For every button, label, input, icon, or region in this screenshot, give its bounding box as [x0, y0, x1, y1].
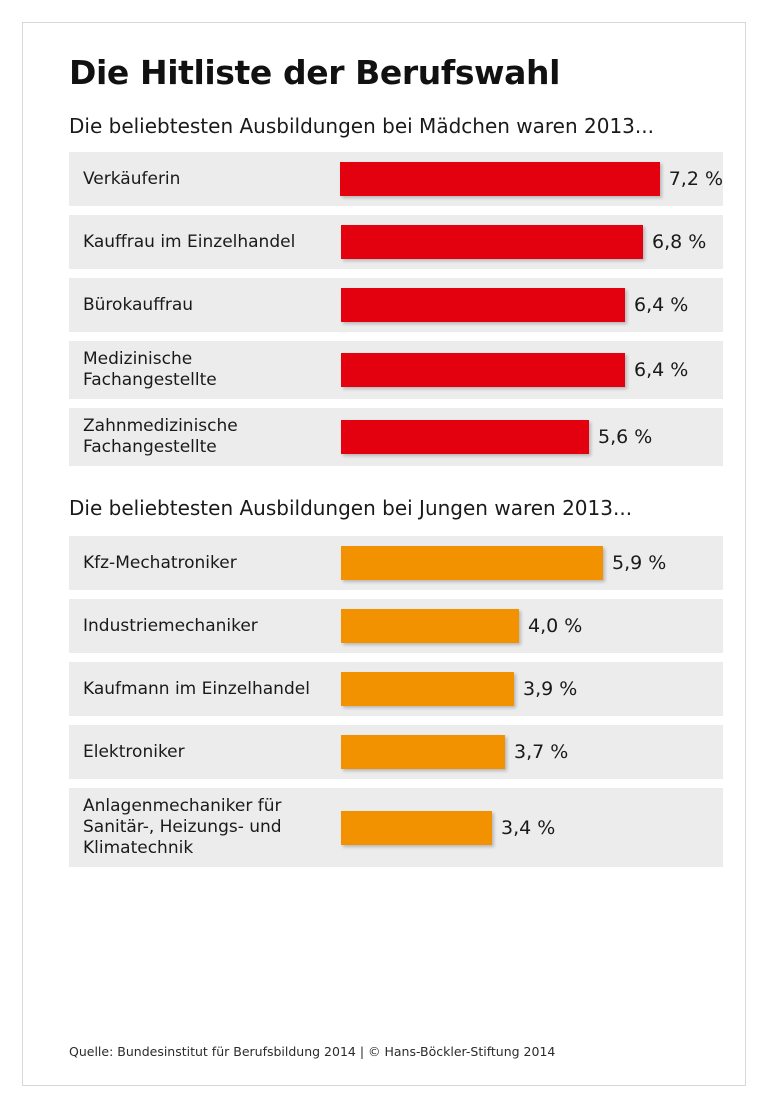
bar-label: Elektroniker: [83, 741, 185, 762]
table-row: [69, 341, 723, 399]
infographic-frame: [22, 22, 746, 1086]
table-row: [69, 215, 723, 269]
bar-label: Zahnmedizinische Fachangestellte: [83, 416, 238, 457]
bar-boys-5: [341, 811, 492, 845]
bar-chart-girls: [69, 152, 723, 466]
bar-boys-4: [341, 735, 505, 769]
bar-chart-boys: [69, 536, 723, 867]
page-title: Die Hitliste der Berufswahl: [69, 53, 561, 92]
bar-boys-3: [341, 672, 514, 706]
bar-track: [341, 725, 723, 779]
bar-track: [340, 152, 723, 206]
bar-track: [341, 599, 723, 653]
table-row: [69, 599, 723, 653]
bar-value: 5,9 %: [612, 552, 667, 574]
bar-value: 5,6 %: [598, 426, 653, 448]
bar-label: Kfz-Mechatroniker: [83, 552, 237, 573]
bar-track: [341, 215, 723, 269]
source-note: Quelle: Bundesinstitut für Berufsbildung 2014 | © Hans-Böckler-Stiftung 2014: [69, 1044, 556, 1059]
bar-value: 6,4 %: [634, 359, 689, 381]
bar-value: 7,2 %: [668, 168, 723, 190]
bar-value: 4,0 %: [528, 615, 583, 637]
bar-label: Medizinische Fachangestellte: [83, 349, 217, 390]
table-row: [69, 152, 723, 206]
table-row: [69, 278, 723, 332]
bar-track: [341, 278, 723, 332]
bar-track: [341, 536, 723, 590]
table-row: [69, 536, 723, 590]
table-row: [69, 788, 723, 867]
bar-track: [341, 343, 723, 397]
bar-girls-5: [341, 420, 589, 454]
bar-boys-1: [341, 546, 603, 580]
table-row: [69, 408, 723, 466]
bar-value: 3,4 %: [501, 816, 556, 839]
bar-girls-3: [341, 288, 625, 322]
section-title-girls: Die beliebtesten Ausbildungen bei Mädchen waren 2013...: [69, 114, 654, 138]
bar-label: Industriemechaniker: [83, 615, 258, 636]
bar-value: 6,8 %: [652, 231, 707, 253]
bar-label: Kaufmann im Einzelhandel: [83, 678, 310, 699]
bar-label: Verkäuferin: [83, 168, 181, 189]
bar-girls-1: [340, 162, 660, 196]
table-row: [69, 662, 723, 716]
bar-value: 3,7 %: [514, 741, 569, 763]
bar-value: 3,9 %: [523, 678, 578, 700]
bar-girls-4: [341, 353, 625, 387]
bar-boys-2: [341, 609, 519, 643]
section-title-boys: Die beliebtesten Ausbildungen bei Jungen waren 2013...: [69, 496, 633, 520]
bar-girls-2: [341, 225, 643, 259]
bar-label: Anlagenmechaniker für Sanitär-, Heizungs- und Klimatechnik: [83, 796, 282, 858]
bar-track: [341, 662, 723, 716]
bar-track: [341, 410, 723, 464]
bar-label: Bürokauffrau: [83, 294, 194, 315]
bar-track: [341, 791, 723, 865]
bar-value: 6,4 %: [634, 294, 689, 316]
bar-label: Kauffrau im Einzelhandel: [83, 231, 296, 252]
table-row: [69, 725, 723, 779]
